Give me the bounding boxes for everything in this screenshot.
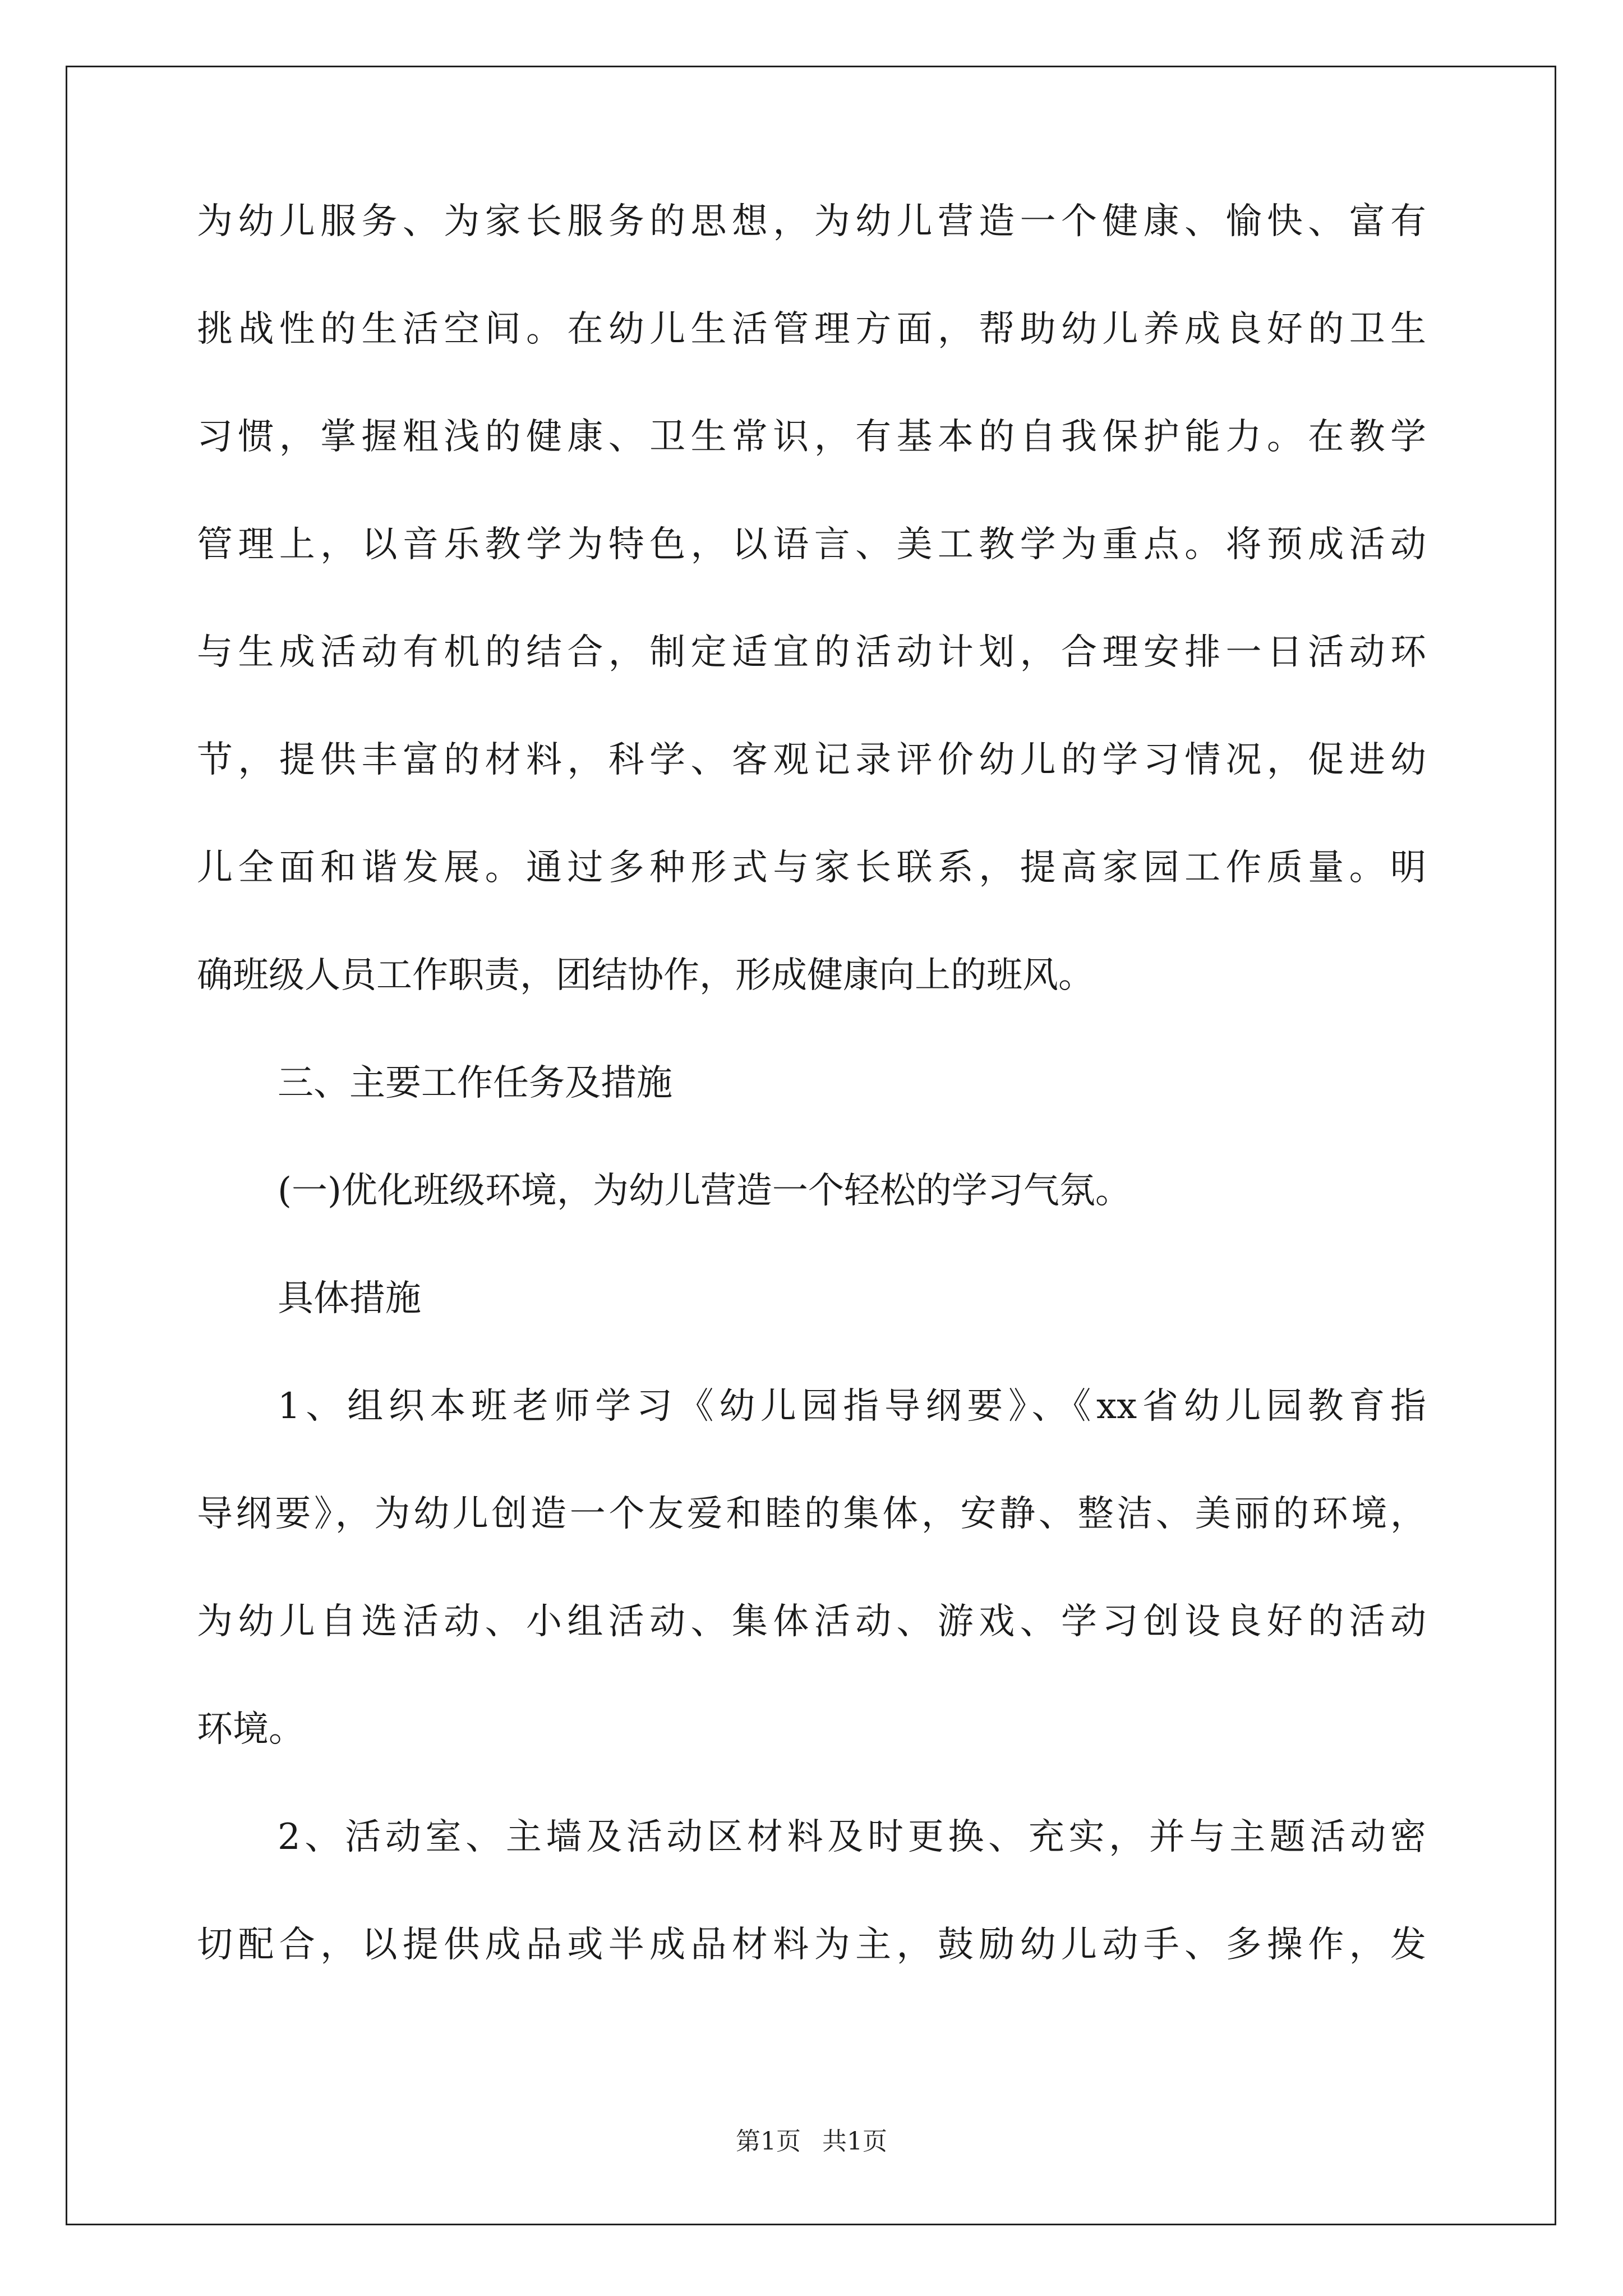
- body-line: 2、活动室、主墙及活动区材料及时更换、充实，并与主题活动密: [278, 1816, 1426, 1858]
- measures-heading: 具体措施: [278, 1278, 421, 1319]
- body-line: 导纲要》，为幼儿创造一个友爱和睦的集体，安静、整洁、美丽的环境，: [197, 1493, 1426, 1535]
- body-line: 管理上，以音乐教学为特色，以语言、美工教学为重点。将预成活动: [197, 524, 1426, 565]
- body-line: 挑战性的生活空间。在幼儿生活管理方面，帮助幼儿养成良好的卫生: [197, 309, 1426, 350]
- page-total: 共1页: [822, 2127, 887, 2156]
- body-line: 为幼儿服务、为家长服务的思想，为幼儿营造一个健康、愉快、富有: [197, 201, 1426, 242]
- body-line: 确班级人员工作职责，团结协作，形成健康向上的班风。: [197, 955, 1094, 996]
- body-line: 切配合，以提供成品或半成品材料为主，鼓励幼儿动手、多操作，发: [197, 1924, 1426, 1966]
- body-line: 儿全面和谐发展。通过多种形式与家长联系，提高家园工作质量。明: [197, 847, 1426, 889]
- subsection-heading: (一)优化班级环境，为幼儿营造一个轻松的学习气氛。: [278, 1170, 1131, 1212]
- page-border: [66, 66, 1556, 2225]
- body-line: 节，提供丰富的材料，科学、客观记录评价幼儿的学习情况，促进幼: [197, 739, 1426, 781]
- body-line: 与生成活动有机的结合，制定适宜的活动计划，合理安排一日活动环: [197, 632, 1426, 673]
- page-number: 第1页: [736, 2127, 801, 2156]
- body-line: 习惯，掌握粗浅的健康、卫生常识，有基本的自我保护能力。在教学: [197, 416, 1426, 458]
- body-line: 为幼儿自选活动、小组活动、集体活动、游戏、学习创设良好的活动: [197, 1601, 1426, 1642]
- section-heading: 三、主要工作任务及措施: [278, 1062, 672, 1104]
- body-line: 1、组织本班老师学习《幼儿园指导纲要》、《xx省幼儿园教育指: [278, 1386, 1426, 1427]
- body-line: 环境。: [197, 1709, 305, 1750]
- page-footer: [0, 2126, 1623, 2157]
